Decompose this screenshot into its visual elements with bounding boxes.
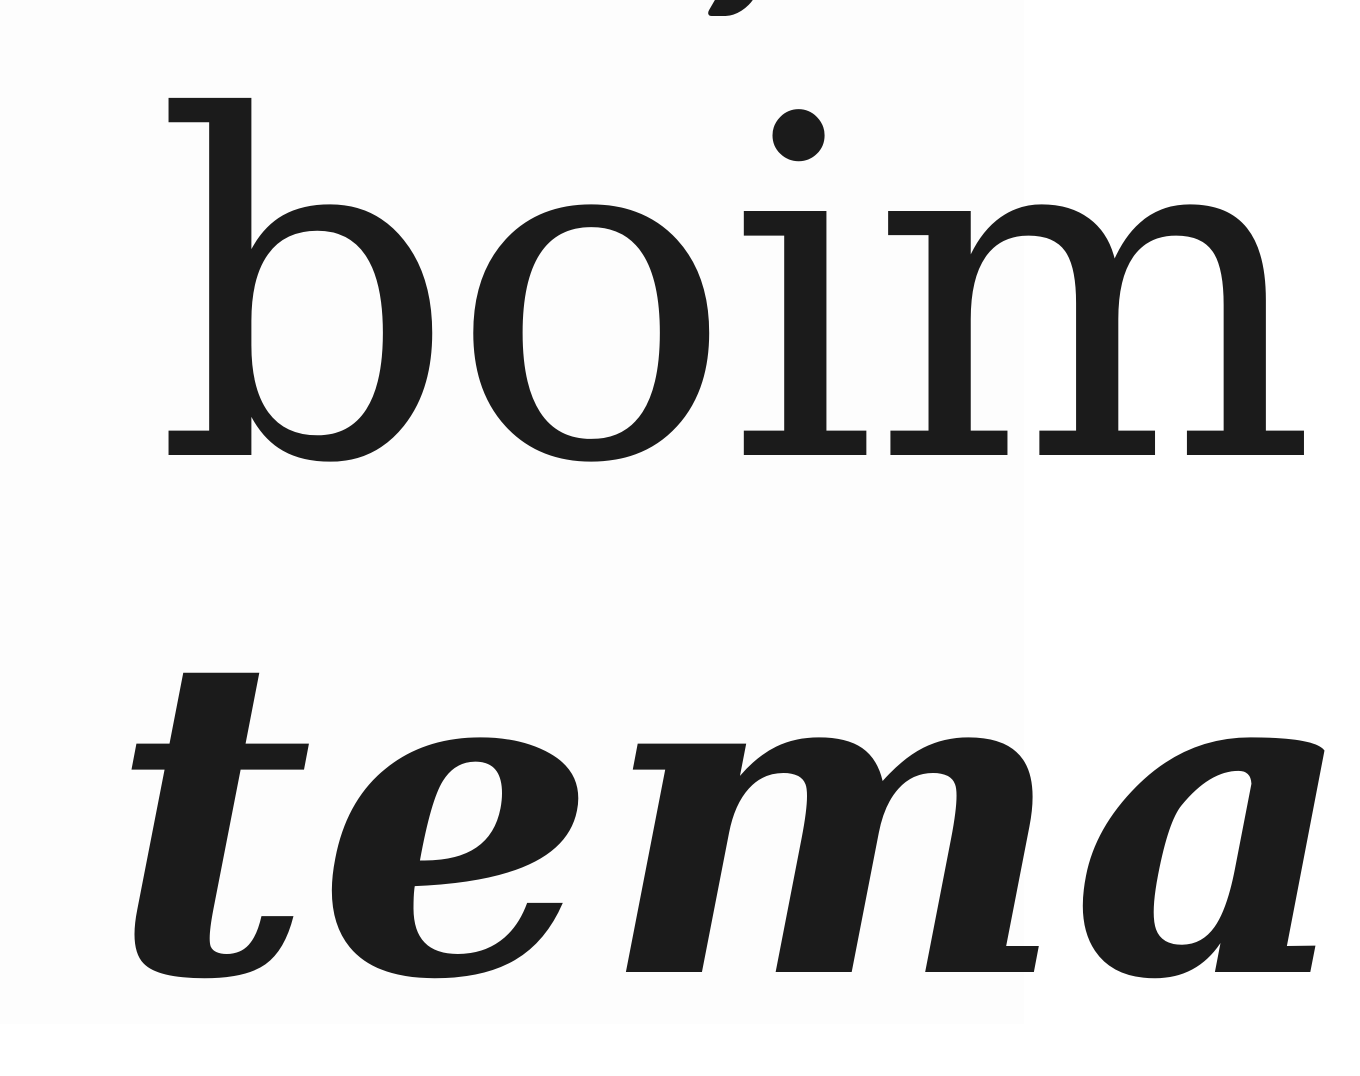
text-line-1: boim [155, 19, 1311, 566]
text-line-2: tema [110, 559, 1360, 1076]
accent-mark-fragment [706, 0, 757, 16]
